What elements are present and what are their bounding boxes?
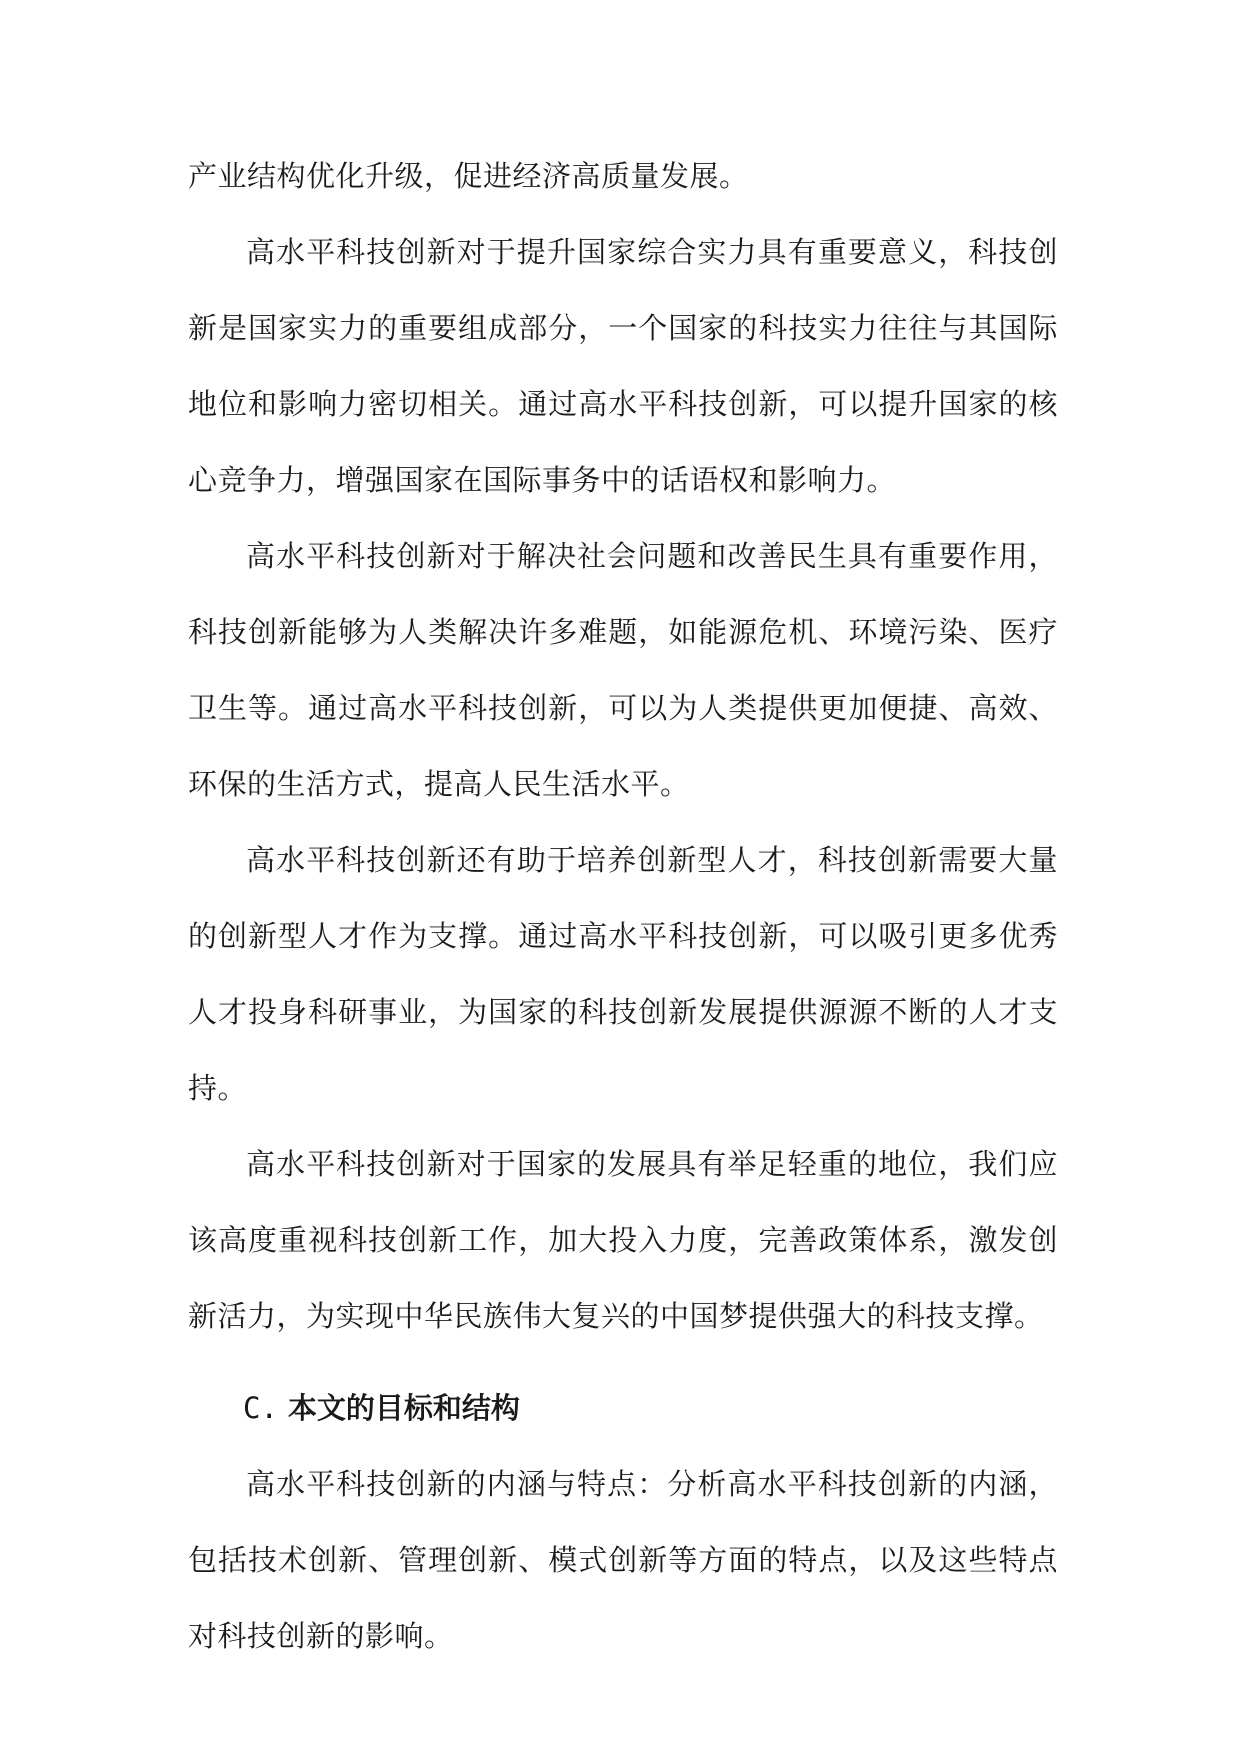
- paragraph-connotation: 高水平科技创新的内涵与特点：分析高水平科技创新的内涵，包括技术创新、管理创新、模式创新等方面的特点，以及这些特点对科技创新的影响。: [188, 1467, 1058, 1653]
- paragraph-talent: 高水平科技创新还有助于培养创新型人才，科技创新需要大量的创新型人才作为支撑。通过高水平科技创新，可以吸引更多优秀人才投身科研事业，为国家的科技创新发展提供源源不断的人才支持。: [188, 843, 1058, 1105]
- paragraph-social-livelihood: 高水平科技创新对于解决社会问题和改善民生具有重要作用，科技创新能够为人类解决许多难题，如能源危机、环境污染、医疗卫生等。通过高水平科技创新，可以为人类提供更加便捷、高效、环保的生活方式，提高人民生活水平。: [188, 539, 1058, 801]
- section-title: 本文的目标和结构: [287, 1391, 520, 1425]
- paragraph-conclusion: 高水平科技创新对于国家的发展具有举足轻重的地位，我们应该高度重视科技创新工作，加大投入力度，完善政策体系，激发创新活力，为实现中华民族伟大复兴的中国梦提供强大的科技支撑。: [188, 1147, 1058, 1333]
- section-heading: [188, 1370, 1058, 1446]
- paragraph-continuation: 产业结构优化升级，促进经济高质量发展。: [188, 159, 749, 193]
- section-number: C.: [243, 1391, 278, 1425]
- document-page: [188, 138, 1058, 1674]
- paragraph-national-strength: 高水平科技创新对于提升国家综合实力具有重要意义，科技创新是国家实力的重要组成部分，一个国家的科技实力往往与其国际地位和影响力密切相关。通过高水平科技创新，可以提升国家的核心竞争力，增强国家在国际事务中的话语权和影响力。: [188, 235, 1058, 497]
